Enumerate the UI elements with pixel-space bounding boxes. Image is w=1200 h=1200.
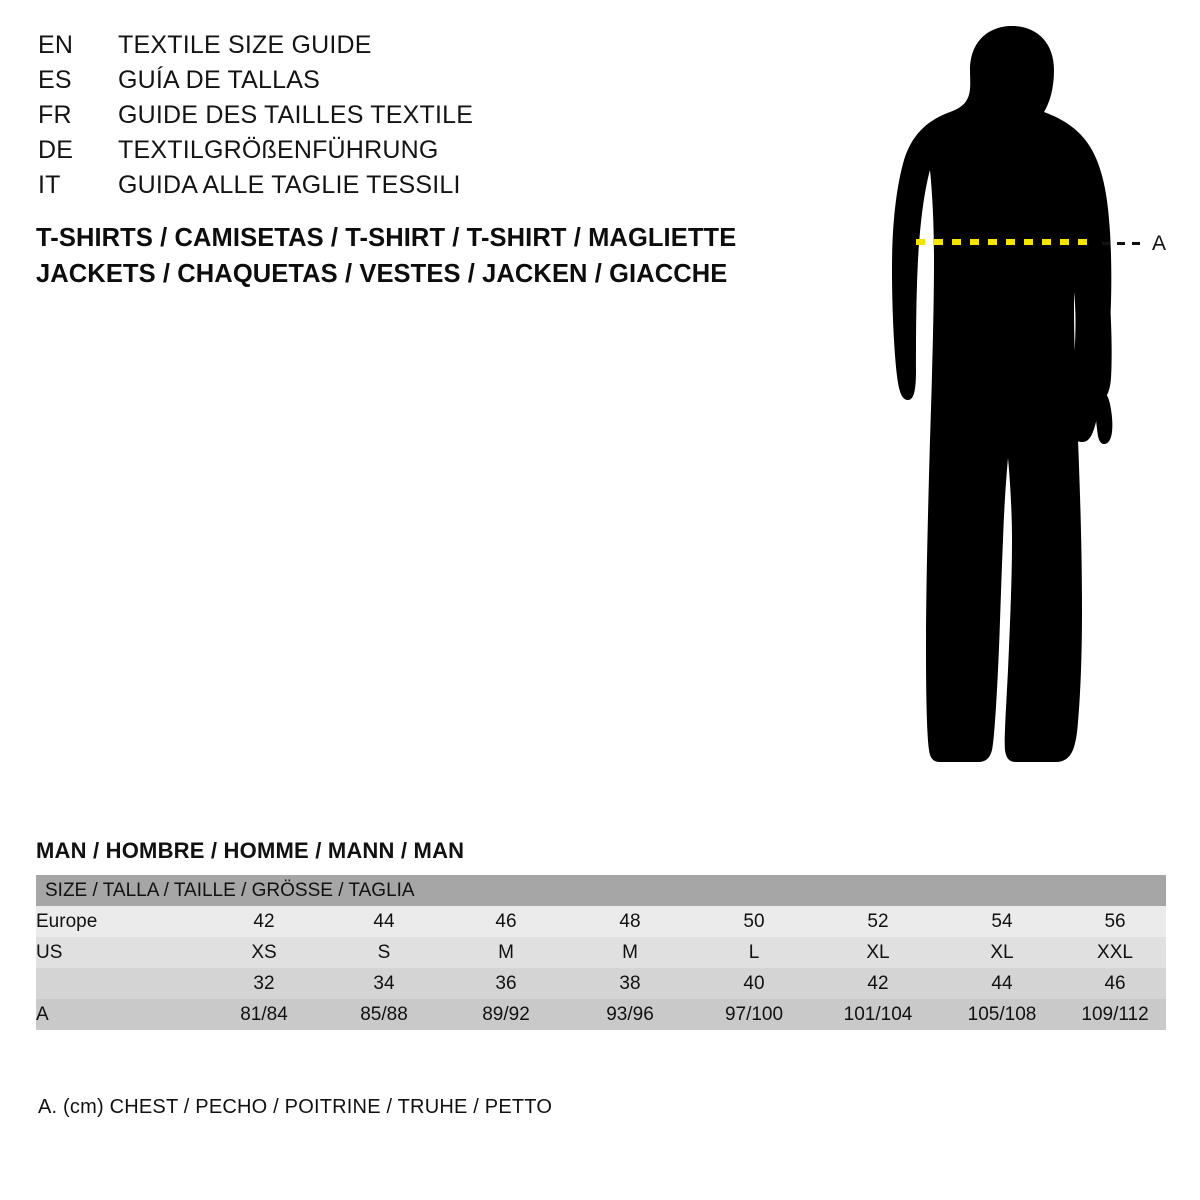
table-header-row bbox=[36, 875, 1166, 906]
cell-a-3: 93/96 bbox=[568, 999, 692, 1030]
row-label-a: A bbox=[36, 999, 204, 1030]
cell-numeric-3: 38 bbox=[568, 968, 692, 999]
cell-europe-5: 52 bbox=[816, 906, 940, 937]
language-text-de: TEXTILGRÖßENFÜHRUNG bbox=[118, 136, 439, 164]
language-row-it bbox=[38, 168, 758, 203]
footnote: A. (cm) CHEST / PECHO / POITRINE / TRUHE / PETTO bbox=[38, 1096, 553, 1118]
cell-us-6: XL bbox=[940, 937, 1064, 968]
language-list bbox=[38, 28, 758, 203]
cell-europe-3: 48 bbox=[568, 906, 692, 937]
cell-europe-1: 44 bbox=[324, 906, 444, 937]
cell-us-1: S bbox=[324, 937, 444, 968]
language-code-it: IT bbox=[38, 171, 61, 199]
measure-leader-line bbox=[1102, 242, 1144, 245]
male-silhouette-icon bbox=[820, 10, 1200, 800]
row-label-numeric bbox=[36, 968, 204, 999]
cell-numeric-1: 34 bbox=[324, 968, 444, 999]
cell-us-3: M bbox=[568, 937, 692, 968]
table-row bbox=[36, 906, 1166, 937]
size-table bbox=[36, 875, 1166, 1030]
language-row-fr bbox=[38, 98, 758, 133]
cell-a-0: 81/84 bbox=[204, 999, 324, 1030]
cell-a-5: 101/104 bbox=[816, 999, 940, 1030]
table-group-title: MAN / HOMBRE / HOMME / MANN / MAN bbox=[36, 838, 465, 863]
cell-europe-2: 46 bbox=[444, 906, 568, 937]
table-row bbox=[36, 937, 1166, 968]
language-row-es bbox=[38, 63, 758, 98]
row-label-us: US bbox=[36, 937, 204, 968]
cell-europe-7: 56 bbox=[1064, 906, 1166, 937]
row-label-europe: Europe bbox=[36, 906, 204, 937]
size-table-section bbox=[36, 838, 1166, 1030]
cell-a-7: 109/112 bbox=[1064, 999, 1166, 1030]
language-text-fr: GUIDE DES TAILLES TEXTILE bbox=[118, 101, 474, 129]
cell-us-4: L bbox=[692, 937, 816, 968]
cell-numeric-7: 46 bbox=[1064, 968, 1166, 999]
language-code-fr: FR bbox=[38, 101, 72, 129]
category-jackets: JACKETS / CHAQUETAS / VESTES / JACKEN / GIACCHE bbox=[36, 260, 728, 288]
table-header-label: SIZE / TALLA / TAILLE / GRÖSSE / TAGLIA bbox=[36, 875, 1166, 906]
cell-a-1: 85/88 bbox=[324, 999, 444, 1030]
cell-a-4: 97/100 bbox=[692, 999, 816, 1030]
category-headings bbox=[36, 220, 796, 292]
cell-europe-4: 50 bbox=[692, 906, 816, 937]
language-code-es: ES bbox=[38, 66, 72, 94]
cell-a-6: 105/108 bbox=[940, 999, 1064, 1030]
cell-a-2: 89/92 bbox=[444, 999, 568, 1030]
cell-europe-0: 42 bbox=[204, 906, 324, 937]
language-row-en bbox=[38, 28, 758, 63]
cell-numeric-0: 32 bbox=[204, 968, 324, 999]
body-figure bbox=[820, 10, 1200, 800]
table-row bbox=[36, 999, 1166, 1030]
cell-us-0: XS bbox=[204, 937, 324, 968]
measure-label-a: A bbox=[1152, 232, 1167, 255]
language-row-de bbox=[38, 133, 758, 168]
cell-numeric-6: 44 bbox=[940, 968, 1064, 999]
table-row bbox=[36, 968, 1166, 999]
cell-numeric-2: 36 bbox=[444, 968, 568, 999]
cell-us-2: M bbox=[444, 937, 568, 968]
language-text-it: GUIDA ALLE TAGLIE TESSILI bbox=[118, 171, 461, 199]
cell-numeric-5: 42 bbox=[816, 968, 940, 999]
cell-numeric-4: 40 bbox=[692, 968, 816, 999]
cell-europe-6: 54 bbox=[940, 906, 1064, 937]
category-tshirts: T-SHIRTS / CAMISETAS / T-SHIRT / T-SHIRT / MAGLIETTE bbox=[36, 224, 737, 252]
language-code-de: DE bbox=[38, 136, 74, 164]
language-text-en: TEXTILE SIZE GUIDE bbox=[118, 31, 372, 59]
cell-us-7: XXL bbox=[1064, 937, 1166, 968]
language-code-en: EN bbox=[38, 31, 74, 59]
language-text-es: GUÍA DE TALLAS bbox=[118, 66, 320, 94]
cell-us-5: XL bbox=[816, 937, 940, 968]
